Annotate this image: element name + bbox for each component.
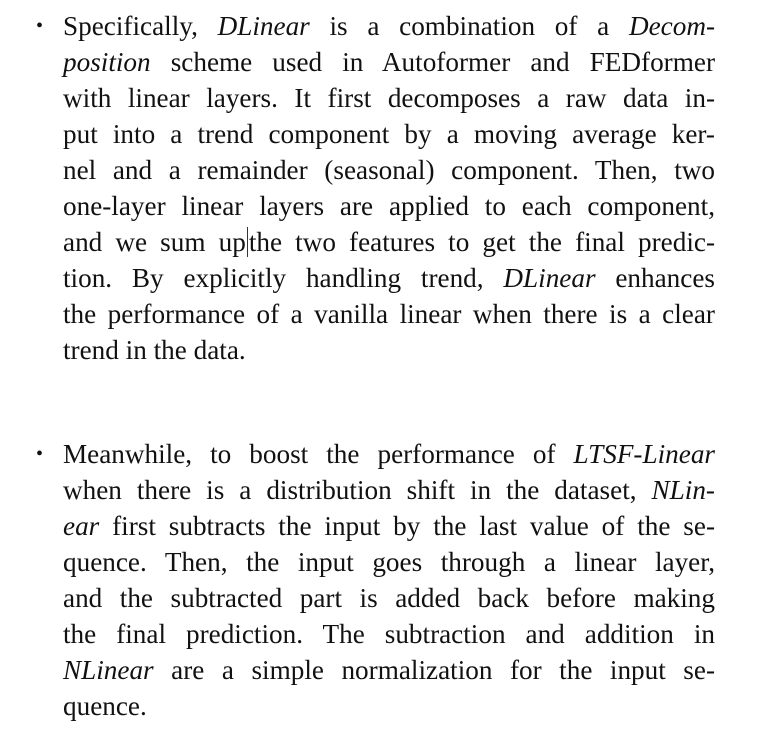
text-line	[63, 508, 715, 544]
text-run: the performance of a vanilla linear when there is a clear	[63, 299, 715, 329]
text-run: trend in the data.	[63, 335, 246, 365]
text-line	[63, 152, 715, 188]
text-line	[63, 8, 715, 44]
text-run: scheme used in Autoformer and FEDformer	[150, 47, 715, 77]
text-run: quence. Then, the input goes through a linear layer,	[63, 547, 715, 577]
text-run: and the subtracted part is added back before making	[63, 583, 715, 613]
text-line	[63, 332, 715, 368]
text-line	[63, 616, 715, 652]
text-line	[63, 688, 715, 724]
text-run: when there is a distribution shift in the dataset,	[63, 475, 652, 505]
text-run: and we sum up	[63, 227, 246, 257]
text-run: Meanwhile, to boost the performance of	[63, 439, 574, 469]
text-line	[63, 580, 715, 616]
text-run: enhances	[595, 263, 715, 293]
bullet-marker: •	[36, 15, 44, 37]
italic-term: NLin-	[651, 475, 715, 505]
paragraph-dlinear	[63, 8, 715, 368]
text-line	[63, 224, 715, 260]
text-run: with linear layers. It first decomposes a raw data in-	[63, 83, 715, 113]
text-line	[63, 80, 715, 116]
text-run: Specifically,	[63, 11, 218, 41]
italic-term: DLinear	[217, 11, 310, 41]
italic-term: position	[63, 47, 151, 77]
text-line	[63, 260, 715, 296]
text-line	[63, 652, 715, 688]
text-cursor	[247, 227, 248, 257]
text-run: are a simple normalization for the input se-	[153, 655, 715, 685]
italic-term: LTSF-Linear	[573, 439, 715, 469]
text-run: the final prediction. The subtraction and addition in	[63, 619, 715, 649]
text-line	[63, 188, 715, 224]
text-run: put into a trend component by a moving average ker-	[63, 119, 715, 149]
italic-term: ear	[63, 511, 100, 541]
italic-term: NLinear	[63, 655, 154, 685]
italic-term: Decom-	[628, 11, 716, 41]
text-line	[63, 472, 715, 508]
text-line	[63, 436, 715, 472]
text-run: one-layer linear layers are applied to each component,	[63, 191, 715, 221]
text-run: is a combination of a	[309, 11, 629, 41]
text-line	[63, 116, 715, 152]
text-line	[63, 296, 715, 332]
bullet-marker: •	[36, 443, 44, 465]
text-run: tion. By explicitly handling trend,	[63, 263, 504, 293]
text-run: nel and a remainder (seasonal) component. Then, two	[63, 155, 715, 185]
text-run: first subtracts the input by the last value of the se-	[99, 511, 715, 541]
text-line	[63, 44, 715, 80]
italic-term: DLinear	[503, 263, 596, 293]
text-run: quence.	[63, 691, 147, 721]
text-run: the two features to get the final predic-	[248, 227, 716, 257]
paragraph-nlinear	[63, 436, 715, 724]
text-line	[63, 544, 715, 580]
